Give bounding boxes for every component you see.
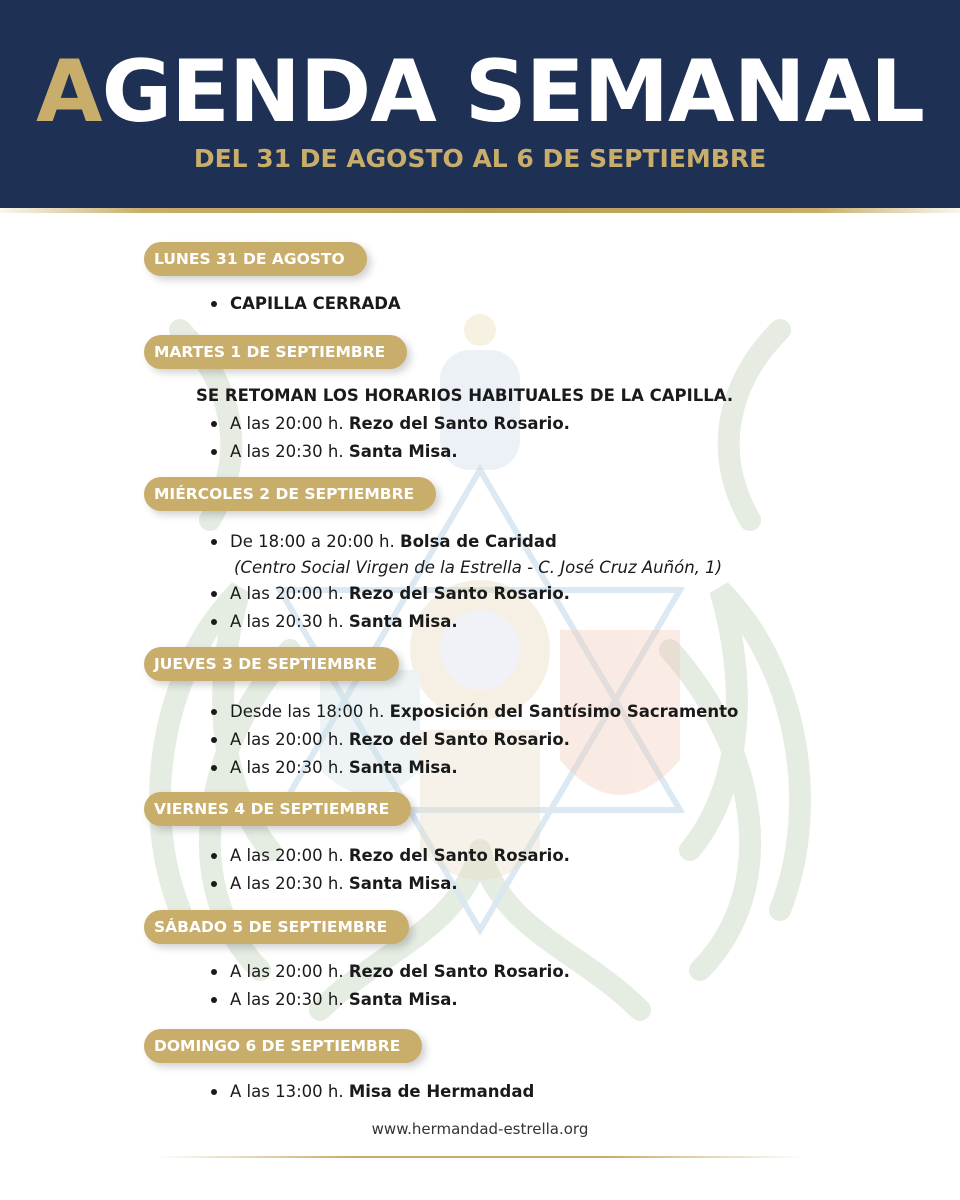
event-time: A las 20:30 h. <box>230 758 349 777</box>
event-time: A las 20:30 h. <box>230 612 349 631</box>
event-time: A las 20:30 h. <box>230 990 349 1009</box>
event-list <box>210 410 570 466</box>
day-section-monday <box>144 242 367 276</box>
list-item <box>210 698 738 726</box>
event-title: Rezo del Santo Rosario. <box>348 962 570 981</box>
day-label: MIÉRCOLES 2 DE SEPTIEMBRE <box>144 477 436 511</box>
event-time: A las 20:00 h. <box>230 846 349 865</box>
event-title: Santa Misa. <box>348 612 458 631</box>
event-list <box>210 958 570 1014</box>
event-location-note <box>210 556 722 580</box>
event-time: De 18:00 a 20:00 h. <box>230 532 400 551</box>
event-time: A las 20:00 h. <box>230 962 349 981</box>
event-title: Santa Misa. <box>348 442 458 461</box>
event-title: Santa Misa. <box>348 990 458 1009</box>
event-time: A las 20:30 h. <box>230 874 349 893</box>
list-item <box>210 726 738 754</box>
website-link[interactable]: www.hermandad-estrella.org <box>371 1120 589 1138</box>
list-item <box>210 958 570 986</box>
day-section-wednesday <box>144 477 436 511</box>
schedule-announcement: SE RETOMAN LOS HORARIOS HABITUALES DE LA CAPILLA. <box>196 386 734 405</box>
event-list <box>210 528 722 636</box>
event-title: Misa de Hermandad <box>348 1082 535 1101</box>
day-label: MARTES 1 DE SEPTIEMBRE <box>144 335 407 369</box>
event-title: Rezo del Santo Rosario. <box>348 414 570 433</box>
event-time: A las 20:30 h. <box>230 442 349 461</box>
event-title: Rezo del Santo Rosario. <box>348 584 570 603</box>
event-time: Desde las 18:00 h. <box>230 702 390 721</box>
day-label: VIERNES 4 DE SEPTIEMBRE <box>144 792 411 826</box>
event-title: Santa Misa. <box>348 758 458 777</box>
event-time: A las 20:00 h. <box>230 730 349 749</box>
list-item <box>210 528 722 556</box>
event-time: A las 13:00 h. <box>230 1082 349 1101</box>
list-item <box>210 754 738 782</box>
event-time: A las 20:00 h. <box>230 414 349 433</box>
title-rest: GENDA SEMANAL <box>101 42 924 142</box>
event-title: CAPILLA CERRADA <box>230 294 401 313</box>
day-label: LUNES 31 DE AGOSTO <box>144 242 367 276</box>
event-list <box>210 698 738 782</box>
day-label: DOMINGO 6 DE SEPTIEMBRE <box>144 1029 422 1063</box>
date-range-subtitle: DEL 31 DE AGOSTO AL 6 DE SEPTIEMBRE <box>193 144 767 173</box>
day-section-sunday <box>144 1029 422 1063</box>
day-section-tuesday <box>144 335 407 369</box>
event-title: Rezo del Santo Rosario. <box>348 846 570 865</box>
footer-divider <box>155 1156 805 1158</box>
event-title: Exposición del Santísimo Sacramento <box>389 702 739 721</box>
day-label: SÁBADO 5 DE SEPTIEMBRE <box>144 910 409 944</box>
event-list <box>210 1078 534 1106</box>
page-title <box>0 42 960 142</box>
header-divider <box>0 208 960 213</box>
list-item <box>210 842 570 870</box>
event-time: A las 20:00 h. <box>230 584 349 603</box>
location-text: (Centro Social Virgen de la Estrella - C. José Cruz Auñón, 1) <box>234 558 723 577</box>
event-title: Santa Misa. <box>348 874 458 893</box>
list-item <box>210 986 570 1014</box>
day-section-friday <box>144 792 411 826</box>
event-list <box>210 842 570 898</box>
day-section-thursday <box>144 647 399 681</box>
list-item <box>210 290 401 318</box>
list-item <box>210 410 570 438</box>
list-item <box>210 438 570 466</box>
title-initial: A <box>36 42 102 142</box>
day-section-saturday <box>144 910 409 944</box>
list-item <box>210 870 570 898</box>
header-banner <box>0 0 960 208</box>
event-title: Rezo del Santo Rosario. <box>348 730 570 749</box>
list-item <box>210 608 722 636</box>
event-title: Bolsa de Caridad <box>400 532 557 551</box>
list-item <box>210 580 722 608</box>
list-item <box>210 1078 534 1106</box>
event-list <box>210 290 401 318</box>
day-label: JUEVES 3 DE SEPTIEMBRE <box>144 647 399 681</box>
